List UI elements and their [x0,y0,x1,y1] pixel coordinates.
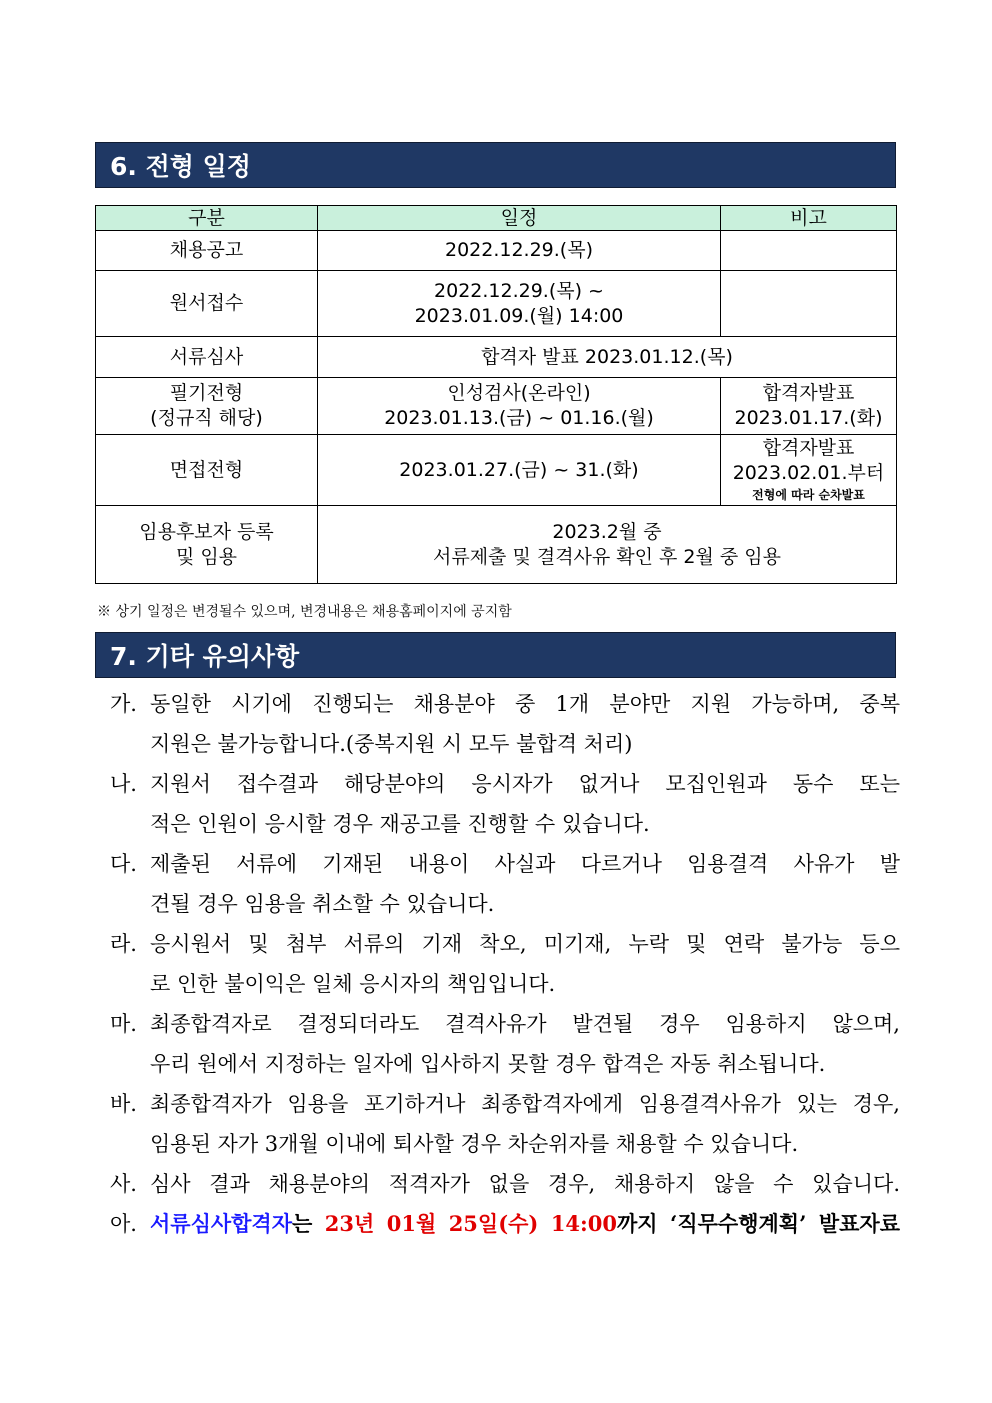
row-schedule: 인성검사(온라인) 2023.01.13.(금) ~ 01.16.(월) [318,378,721,435]
list-marker: 나. [110,772,137,796]
row-schedule: 2023.2월 중 서류제출 및 결격사유 확인 후 2월 중 임용 [318,506,897,584]
table-row [96,435,897,506]
list-marker: 마. [110,1012,137,1036]
list-marker: 다. [110,852,137,876]
table-row [96,378,897,435]
row-remark: 합격자발표 2023.01.17.(화) [721,378,897,435]
remark-small-note: 전형에 따라 순차발표 [752,488,865,502]
row-label: 채용공고 [96,231,318,271]
row-schedule: 합격자 발표 2023.01.12.(목) [318,337,897,378]
schedule-title-text: 6. 전형 일정 [110,152,251,181]
list-marker: 라. [110,932,137,956]
table-header-row [96,206,897,231]
section-title-schedule [95,142,896,188]
notes-list [110,684,900,1244]
list-item: 다. 제출된 서류에 기재된 내용이 사실과 다르거나 임용결격 사유가 발 견될 경우 임용을 취소할 수 있습니다. [110,844,900,924]
section-title-notes [95,632,896,678]
header-remark: 비고 [721,206,897,231]
list-marker: 가. [110,692,137,716]
list-item: 사. 심사 결과 채용분야의 적격자가 없을 경우, 채용하지 않을 수 있습니다. [110,1164,900,1204]
list-item: 마. 최종합격자로 결정되더라도 결격사유가 발견될 경우 임용하지 않으며, 우리 원에서 지정하는 일자에 입사하지 못할 경우 합격은 자동 취소됩니다. [110,1004,900,1084]
row-label: 임용후보자 등록 및 임용 [96,506,318,584]
table-row [96,271,897,337]
list-item-last: 아. 서류심사합격자는 23년 01월 25일(수) 14:00까지 ‘직무수행계획’ 발표자료 [110,1204,900,1244]
table-row [96,337,897,378]
row-schedule: 2022.12.29.(목) [318,231,721,271]
row-schedule: 2023.01.27.(금) ~ 31.(화) [318,435,721,506]
row-schedule: 2022.12.29.(목) ~ 2023.01.09.(월) 14:00 [318,271,721,337]
table-row [96,506,897,584]
list-item: 라. 응시원서 및 첨부 서류의 기재 착오, 미기재, 누락 및 연락 불가능 등으 로 인한 불이익은 일체 응시자의 책임입니다. [110,924,900,1004]
list-item: 나. 지원서 접수결과 해당분야의 응시자가 없거나 모집인원과 동수 또는 적은 인원이 응시할 경우 재공고를 진행할 수 있습니다. [110,764,900,844]
row-label: 원서접수 [96,271,318,337]
header-category: 구분 [96,206,318,231]
notes-title-text: 7. 기타 유의사항 [110,642,300,671]
row-label: 서류심사 [96,337,318,378]
header-schedule: 일정 [318,206,721,231]
list-marker: 아. [110,1212,137,1236]
row-remark [721,231,897,271]
list-item: 가. 동일한 시기에 진행되는 채용분야 중 1개 분야만 지원 가능하며, 중복 지원은 불가능합니다.(중복지원 시 모두 불합격 처리) [110,684,900,764]
row-remark: 합격자발표 2023.02.01.부터 전형에 따라 순차발표 [721,435,897,506]
list-marker: 바. [110,1092,137,1116]
row-remark [721,271,897,337]
schedule-table [95,205,897,584]
list-marker: 사. [110,1172,137,1196]
schedule-footnote: ※ 상기 일정은 변경될수 있으며, 변경내용은 채용홈페이지에 공지함 [97,604,512,620]
row-label: 면접전형 [96,435,318,506]
list-item: 바. 최종합격자가 임용을 포기하거나 최종합격자에게 임용결격사유가 있는 경우, 임용된 자가 3개월 이내에 퇴사할 경우 차순위자를 채용할 수 있습니다. [110,1084,900,1164]
table-row [96,231,897,271]
row-label: 필기전형 (정규직 해당) [96,378,318,435]
highlight-deadline: 23년 01월 25일(수) 14:00 [324,1211,618,1236]
highlight-document-passers: 서류심사합격자 [150,1211,293,1236]
